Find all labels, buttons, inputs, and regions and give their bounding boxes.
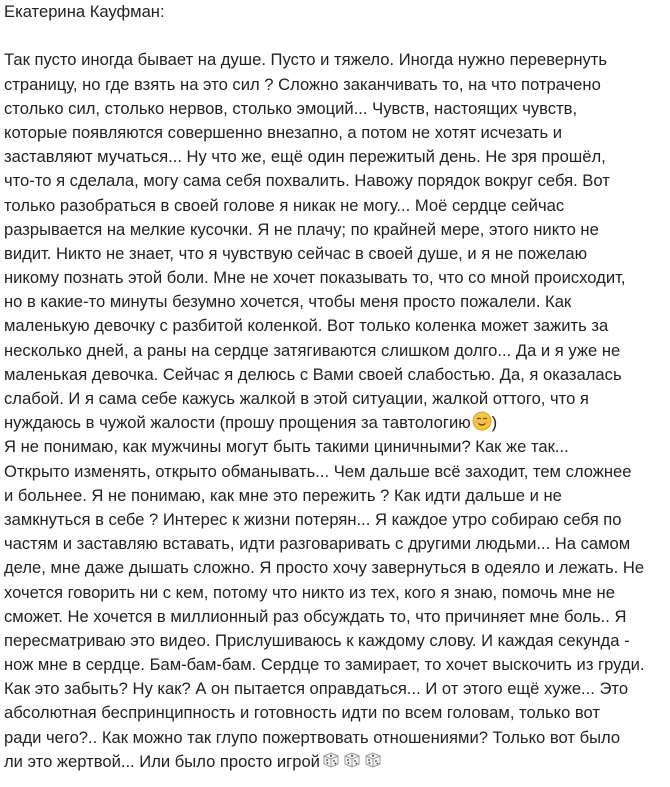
text-line: маленькую девочку с разбитой коленкой. Вот только коленка может зажить за bbox=[4, 316, 609, 336]
game-die-icon bbox=[363, 750, 383, 770]
text-fragment: ли это жертвой... Или было просто игрой bbox=[4, 751, 320, 771]
text-line-with-emoji bbox=[4, 750, 666, 774]
text-line: деле, мне даже дышать сложно. Я просто хочу завернуться в одеяло и лежать. Не bbox=[4, 558, 645, 578]
text-line: разрывается на мелкие кусочки. Я не плачу; по крайней мере, этого никто не bbox=[4, 219, 599, 239]
text-line: и больнее. Я не понимаю, как мне это пережить ? Как идти дальше и не bbox=[4, 485, 562, 505]
text-line: несколько дней, а раны на сердце затягиваются слишком долго... Да и я уже не bbox=[4, 340, 621, 360]
text-line: маленькая девочка. Сейчас я делюсь с Вами своей слабостью. Да, я оказалась bbox=[4, 364, 622, 384]
game-die-icon bbox=[321, 750, 341, 770]
text-line: слабой. И я сама себе кажусь жалкой в этой ситуации, жалкой оттого, что я bbox=[4, 389, 589, 408]
paragraph-1 bbox=[4, 48, 666, 435]
text-line: заставляют мучаться... Ну что же, ещё один пережитый день. Не зря прошёл, bbox=[4, 147, 606, 167]
text-line: хочется говорить ни с кем, потому что никто из тех, кого я знаю, помочь мне не bbox=[4, 582, 615, 602]
text-line: Как это забыть? Ну как? А он пытается оправдаться... И от этого ещё хуже... Это bbox=[4, 679, 629, 699]
text-line: видит. Никто не знает, что я чувствую сейчас в своей душе, и я не пожелаю bbox=[4, 243, 588, 263]
post-author: Екатерина Кауфман: bbox=[4, 2, 165, 21]
text-line: но в какие-то минуты безумно хочется, чтобы меня просто пожалели. Как bbox=[4, 292, 572, 312]
text-line: столько сил, столько нервов, столько эмоций... Чувств, настоящих чувств, bbox=[4, 98, 578, 118]
text-line: никому познать этой боли. Мне не хочет показывать то, что со мной происходит, bbox=[4, 268, 626, 288]
text-fragment: ) bbox=[491, 413, 498, 433]
text-line: пересматриваю это видео. Прислушиваюсь к каждому слову. И каждая секунда - bbox=[4, 630, 630, 650]
paragraph-2 bbox=[4, 435, 666, 774]
relieved-face-icon bbox=[472, 411, 492, 431]
text-line: Так пусто иногда бывает на душе. Пусто и тяжело. Иногда нужно перевернуть bbox=[4, 50, 608, 70]
text-line: Открыто изменять, открыто обманывать... Чем дальше всё заходит, тем сложнее bbox=[4, 461, 632, 481]
text-fragment: нуждаюсь в чужой жалости (прошу прощения за тавтологию bbox=[4, 413, 471, 433]
text-line: абсолютная беспринципность и готовность идти по всем головам, только вот bbox=[4, 703, 601, 723]
text-line: замкнуться в себе ? Интерес к жизни потерян... Я каждое утро собираю себя по bbox=[4, 509, 622, 529]
text-line: сможет. Не хочется в миллионный раз обсуждать то, что причиняет мне боль.. Я bbox=[4, 606, 627, 626]
text-line-with-emoji bbox=[4, 411, 666, 435]
blank-line bbox=[4, 24, 666, 48]
text-line: ради чего?.. Как можно так глупо пожертвовать отношениями? Только вот было bbox=[4, 727, 621, 747]
text-line: только разобраться в своей голове я никак не могу... Моё сердце сейчас bbox=[4, 195, 565, 215]
text-line: нож мне в сердце. Бам-бам-бам. Сердце то замирает, то хочет выскочить из груди. bbox=[4, 655, 645, 675]
text-line: которые появляются совершенно внезапно, а потом не хотят исчезать и bbox=[4, 122, 563, 142]
text-line: Я не понимаю, как мужчины могут быть такими циничными? Как же так... bbox=[4, 437, 569, 457]
text-line: страницу, но где взять на это сил ? Сложно заканчивать то, на что потрачено bbox=[4, 74, 601, 94]
text-line: что-то я сделала, могу сама себя похвалить. Навожу порядок вокруг себя. Вот bbox=[4, 171, 610, 191]
post-body bbox=[4, 0, 666, 774]
game-die-icon bbox=[342, 750, 362, 770]
text-line: частям и заставляю вставать, идти разговаривать с другими людьми... На самом bbox=[4, 534, 631, 554]
